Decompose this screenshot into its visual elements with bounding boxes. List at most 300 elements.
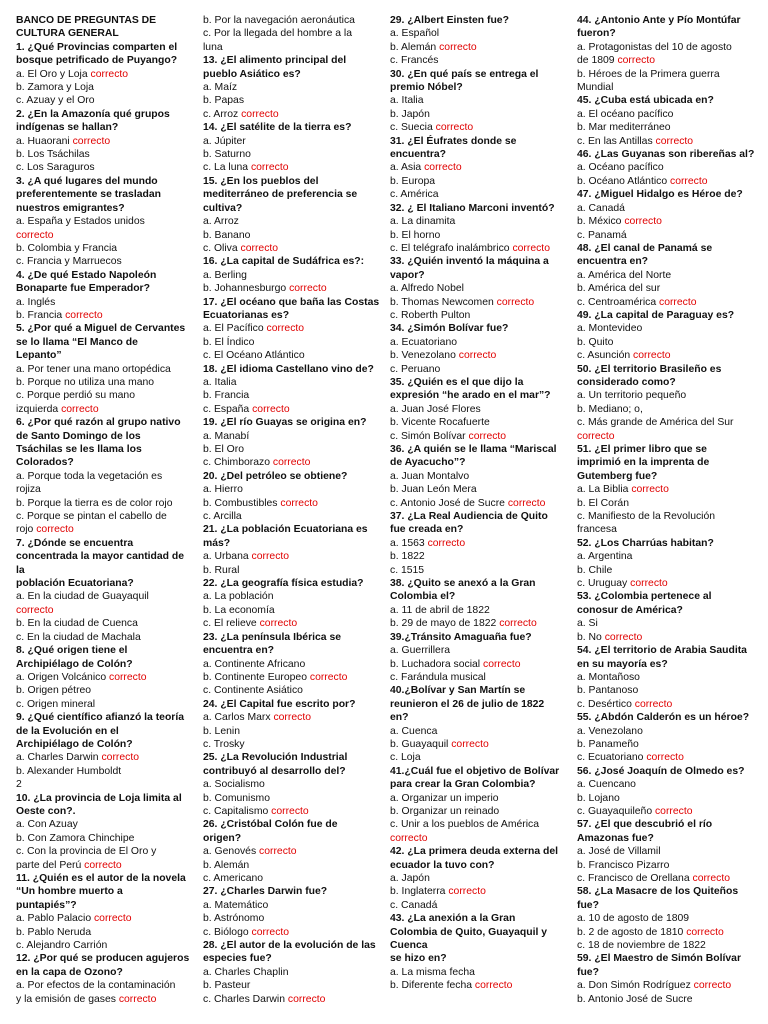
answer-line [577, 135, 759, 148]
question-line [16, 322, 198, 335]
answer-line [203, 778, 385, 791]
question-line [577, 966, 759, 979]
correct-marker: correcto [483, 658, 521, 670]
line-text: c. Arcilla [203, 511, 242, 523]
line-text: 5. ¿Por qué a Miguel de Cervantes [16, 323, 186, 335]
answer-line [16, 81, 198, 94]
correct-marker: correcto [631, 484, 669, 496]
line-text: b. Con Zamora Chinchipe [16, 832, 135, 844]
line-text: c. Porque se pintan el cabello de [16, 511, 167, 523]
line-text: a. En la ciudad de Guayaquil [16, 591, 149, 603]
answer-line [203, 899, 385, 912]
line-text: 18. ¿El idioma Castellano vino de? [203, 363, 374, 375]
line-text: 11. ¿Quién es el autor de la novela [16, 873, 186, 884]
line-text: b. Alexander Humboldt [16, 765, 122, 777]
answer-line [390, 470, 572, 483]
answer-line [16, 94, 198, 107]
line-text: a. José de Villamil [577, 846, 661, 858]
line-text: b. Banano [203, 229, 251, 241]
answer-line [577, 698, 759, 711]
line-text: b. El Corán [577, 497, 629, 509]
question-line [16, 577, 198, 590]
line-text: fue? [577, 899, 599, 911]
question-line [390, 711, 572, 724]
correct-marker: correcto [630, 578, 668, 590]
question-line [390, 845, 572, 858]
line-text: de Santo Domingo de los [16, 430, 141, 442]
line-text: premio Nóbel? [390, 82, 463, 94]
line-text: 59. ¿El Maestro de Simón Bolívar [577, 953, 741, 965]
question-line [577, 94, 759, 107]
line-text: 3. ¿A qué lugares del mundo [16, 175, 158, 187]
line-text: BANCO DE PREGUNTAS DE [16, 15, 157, 26]
correct-marker: correcto [654, 805, 693, 817]
question-line [577, 658, 759, 671]
question-line [16, 725, 198, 738]
answer-line [16, 684, 198, 697]
correct-marker: correcto [439, 41, 477, 53]
question-line [203, 121, 385, 134]
line-text: cultiva? [203, 202, 243, 214]
correct-marker: correcto [604, 631, 643, 643]
line-text: c. Arroz [203, 108, 242, 120]
line-text: conosur de América? [577, 604, 683, 616]
line-text: b. Japón [390, 108, 430, 120]
line-text: c. Francia y Marruecos [16, 256, 122, 268]
line-text: Archipiélago de Colón? [16, 738, 133, 750]
line-text: c. Trosky [203, 738, 245, 750]
correct-marker: correcto [448, 886, 486, 898]
correct-marker: correcto [109, 671, 147, 683]
line-text: 36. ¿A quién se le llama “Mariscal [390, 444, 557, 455]
line-text: a. Guerrillera [390, 645, 451, 657]
question-line [203, 188, 385, 201]
line-text: a. Cuenca [390, 725, 438, 737]
correct-marker: correcto [686, 926, 724, 938]
line-text: encuentra? [390, 149, 447, 161]
answer-line [203, 872, 385, 885]
question-line [16, 952, 198, 965]
line-text: c. En las Antillas [577, 135, 656, 147]
line-text: c. Ecuatoriano [577, 752, 647, 764]
answer-line [203, 590, 385, 603]
answer-line [390, 738, 572, 751]
line-text: francesa [577, 524, 617, 536]
line-text: 20. ¿Del petróleo se obtiene? [203, 470, 348, 482]
answer-line [577, 121, 759, 134]
line-text: a. La población [203, 591, 274, 603]
correct-marker: correcto [507, 497, 546, 509]
answer-line [390, 430, 572, 443]
correct-marker: correcto [84, 859, 122, 871]
answer-line [16, 859, 198, 872]
line-text: Colombia el? [390, 591, 456, 603]
question-line [203, 523, 385, 536]
line-text: 35. ¿Quién es el que dijo la [390, 376, 524, 388]
line-text: a. Argentina [577, 551, 633, 563]
answer-line [390, 564, 572, 577]
text-column-3 [390, 14, 577, 1024]
line-text: a. Berling [203, 269, 247, 281]
correct-marker: correcto [474, 980, 513, 992]
line-text: 45. ¿Cuba está ubicada en? [577, 95, 714, 107]
line-text: b. Lojano [577, 792, 620, 804]
line-text: c. Suecia [390, 122, 436, 134]
question-line [577, 14, 759, 27]
answer-line [390, 671, 572, 684]
answer-line [390, 751, 572, 764]
question-line [577, 309, 759, 322]
question-line [577, 590, 759, 603]
line-text: 27. ¿Charles Darwin fue? [203, 886, 328, 898]
line-text: 19. ¿El río Guayas se origina en? [203, 417, 367, 429]
question-line [390, 456, 572, 469]
line-text: 1. ¿Qué Provincias comparten el [16, 41, 178, 53]
question-line [577, 363, 759, 376]
answer-line [577, 483, 759, 496]
answer-line [577, 859, 759, 872]
answer-line [203, 617, 385, 630]
question-line [577, 27, 759, 40]
line-text: b. Pantanoso [577, 685, 639, 697]
line-text: b. Saturno [203, 149, 251, 161]
line-text: a. Ecuatoriano [390, 336, 458, 348]
line-text: b. Vicente Rocafuerte [390, 417, 490, 429]
answer-line [203, 926, 385, 939]
correct-marker: correcto [458, 350, 497, 362]
answer-line [577, 296, 759, 309]
line-text: a. Socialismo [203, 779, 265, 791]
answer-line [16, 778, 198, 791]
line-text: b. Guayaquil [390, 738, 452, 750]
answer-line [390, 604, 572, 617]
question-line [203, 363, 385, 376]
answer-line [16, 604, 198, 617]
answer-line [203, 14, 385, 27]
answer-line [390, 899, 572, 912]
line-text: b. Mar mediterráneo [577, 122, 671, 134]
answer-line [203, 497, 385, 510]
line-text: 55. ¿Abdón Calderón es un héroe? [577, 712, 750, 724]
answer-line [577, 738, 759, 751]
line-text: b. Panameño [577, 738, 639, 750]
line-text: b. Organizar un reinado [390, 805, 500, 817]
line-text: 40.¿Bolívar y San Martín se [390, 685, 526, 697]
line-text: a. El Oro y Loja [16, 68, 91, 80]
answer-line [16, 215, 198, 228]
line-text: de 1809 [577, 55, 618, 67]
question-line [577, 456, 759, 469]
question-line [203, 577, 385, 590]
answer-line [203, 403, 385, 416]
line-text: b. El horno [390, 229, 441, 241]
line-text: c. Biólogo [203, 926, 252, 938]
question-line [203, 952, 385, 965]
line-text: b. Porque la tierra es de color rojo [16, 497, 173, 509]
answer-line [203, 336, 385, 349]
line-text: c. Americano [203, 873, 264, 884]
line-text: a. Urbana [203, 551, 252, 563]
question-line [390, 376, 572, 389]
question-line [16, 41, 198, 54]
question-line [390, 14, 572, 27]
answer-line [16, 363, 198, 376]
line-text: 7. ¿Dónde se encuentra [16, 537, 134, 549]
answer-line [390, 363, 572, 376]
question-line [577, 470, 759, 483]
line-text: a. Charles Darwin [16, 752, 102, 764]
question-line [203, 698, 385, 711]
line-text: a. Montevideo [577, 323, 643, 335]
answer-line [203, 389, 385, 402]
line-text: y la emisión de gases [16, 993, 119, 1005]
answer-line [390, 229, 572, 242]
correct-marker: correcto [468, 430, 507, 442]
correct-marker: correcto [287, 993, 326, 1005]
question-line [203, 68, 385, 81]
line-text: a. Si [577, 618, 598, 630]
answer-line [390, 403, 572, 416]
answer-line [203, 845, 385, 858]
answer-line [390, 644, 572, 657]
answer-line [577, 81, 759, 94]
question-line [390, 912, 572, 925]
line-text: encuentra en? [577, 256, 649, 268]
answer-line [577, 939, 759, 952]
line-text: parte del Perú [16, 859, 85, 871]
line-text: 52. ¿Los Charrúas habitan? [577, 537, 714, 549]
answer-line [203, 135, 385, 148]
correct-marker: correcto [435, 122, 474, 134]
line-text: 29. ¿Albert Einsten fue? [390, 15, 509, 26]
answer-line [16, 242, 198, 255]
correct-marker: correcto [634, 698, 673, 710]
answer-line [577, 108, 759, 121]
line-text: b. Zamora y Loja [16, 82, 94, 94]
question-line [16, 349, 198, 362]
answer-line [16, 161, 198, 174]
answer-line [16, 832, 198, 845]
line-text: 51. ¿El primer libro que se [577, 444, 707, 455]
line-text: 13. ¿El alimento principal del [203, 55, 347, 67]
line-text: b. Continente Europeo [203, 671, 310, 683]
line-text: 8. ¿Qué origen tiene el [16, 645, 128, 657]
question-line [390, 269, 572, 282]
question-line [16, 108, 198, 121]
answer-line [577, 510, 759, 523]
line-text: “Un hombre muerto a [16, 886, 123, 898]
answer-line [390, 175, 572, 188]
question-line [390, 778, 572, 791]
line-text: c. Por la llegada del hombre a la [203, 28, 353, 40]
line-text: Cuenca [390, 940, 428, 952]
answer-line [16, 229, 198, 242]
line-text: c. Azuay y el Oro [16, 95, 95, 107]
answer-line [577, 68, 759, 81]
question-line [16, 175, 198, 188]
answer-line [203, 859, 385, 872]
answer-line [16, 497, 198, 510]
line-text: a. Océano pacífico [577, 162, 664, 174]
answer-line [16, 296, 198, 309]
line-text: reunieron el 26 de julio de 1822 [390, 698, 545, 710]
line-text: b. Papas [203, 95, 245, 107]
question-line [203, 885, 385, 898]
line-text: 14. ¿El satélite de la tierra es? [203, 122, 352, 134]
answer-line [203, 725, 385, 738]
answer-line [577, 564, 759, 577]
answer-line [577, 671, 759, 684]
answer-line [203, 510, 385, 523]
question-line [577, 255, 759, 268]
answer-line [16, 698, 198, 711]
line-text: b. Los Tsáchilas [16, 149, 90, 161]
line-text: c. Alejandro Carrión [16, 940, 108, 952]
answer-line [390, 349, 572, 362]
line-text: 26. ¿Cristóbal Colón fue de [203, 819, 338, 831]
line-text: 33. ¿Quién inventó la máquina a [390, 256, 549, 268]
question-line [390, 322, 572, 335]
answer-line [577, 792, 759, 805]
line-text: c. Roberth Pulton [390, 309, 471, 321]
question-line [577, 376, 759, 389]
line-text: 57. ¿El que descubrió el río [577, 819, 713, 831]
correct-marker: correcto [272, 457, 311, 469]
line-text: c. Loja [390, 752, 421, 764]
line-text: en su mayoría es? [577, 658, 668, 670]
line-text: a. Inglés [16, 296, 56, 308]
line-text: de Ayacucho”? [390, 457, 466, 469]
answer-line [203, 322, 385, 335]
answer-line [203, 94, 385, 107]
correct-marker: correcto [646, 752, 684, 764]
line-text: a. Alfredo Nobel [390, 283, 464, 295]
line-text: 4. ¿De qué Estado Napoleón [16, 269, 157, 281]
correct-marker: correcto [266, 323, 305, 335]
line-text: a. América del Norte [577, 269, 672, 281]
answer-line [577, 631, 759, 644]
answer-line [577, 403, 759, 416]
line-text: 24. ¿El Capital fue escrito por? [203, 698, 356, 710]
line-text: fue? [577, 966, 599, 978]
line-text: a. Canadá [577, 202, 625, 214]
line-text: a. Un territorio pequeño [577, 390, 687, 402]
line-text: b. Europa [390, 175, 436, 187]
question-line [577, 537, 759, 550]
question-line [390, 523, 572, 536]
line-text: 37. ¿La Real Audiencia de Quito [390, 511, 548, 523]
line-text: b. Luchadora social [390, 658, 483, 670]
question-line [16, 792, 198, 805]
line-text: c. Chimborazo [203, 457, 273, 469]
line-text: c. Más grande de América del Sur [577, 417, 734, 429]
text-column-4 [577, 14, 764, 1024]
line-text: 28. ¿El autor de la evolución de las [203, 940, 376, 952]
answer-line [203, 483, 385, 496]
line-text: especies fue? [203, 953, 272, 965]
answer-line [390, 242, 572, 255]
answer-line [390, 658, 572, 671]
correct-marker: correcto [289, 283, 327, 295]
line-text: a. Organizar un imperio [390, 792, 499, 804]
line-text: considerado como? [577, 376, 676, 388]
line-text: b. Pasteur [203, 980, 251, 992]
question-line [16, 54, 198, 67]
line-text: c. Oliva [203, 242, 241, 254]
correct-marker: correcto [16, 229, 54, 241]
line-text: rojiza [16, 484, 41, 496]
line-text: c. Desértico [577, 698, 635, 710]
line-text: 17. ¿El océano que baña las Costas [203, 296, 380, 308]
correct-marker: correcto [252, 403, 290, 415]
answer-line [577, 389, 759, 402]
line-text: c. Origen mineral [16, 698, 96, 710]
answer-line [203, 912, 385, 925]
question-line [577, 899, 759, 912]
answer-line [203, 349, 385, 362]
question-line [16, 658, 198, 671]
line-text: b. No [577, 631, 605, 643]
answer-line [577, 523, 759, 536]
line-text: b. El Oro [203, 444, 244, 455]
question-line [390, 939, 572, 952]
correct-marker: correcto [241, 108, 279, 120]
line-text: a. 1563 [390, 537, 428, 549]
answer-line [203, 550, 385, 563]
answer-line [16, 590, 198, 603]
line-text: c. Uruguay [577, 578, 631, 590]
correct-marker: correcto [259, 618, 298, 630]
question-line [203, 296, 385, 309]
line-text: a. El Pacífico [203, 323, 267, 335]
line-text: b. En la ciudad de Cuenca [16, 618, 138, 630]
answer-line [203, 966, 385, 979]
correct-marker: correcto [36, 524, 74, 536]
answer-line [577, 322, 759, 335]
answer-line [203, 671, 385, 684]
answer-line [390, 725, 572, 738]
line-text: Lepanto” [16, 350, 62, 362]
line-text: b. Inglaterra [390, 886, 449, 898]
line-text: a. Juan José Flores [390, 403, 481, 415]
line-text: b. Héroes de la Primera guerra [577, 68, 720, 80]
question-line [577, 188, 759, 201]
answer-line [16, 671, 198, 684]
answer-line [390, 885, 572, 898]
answer-line [577, 416, 759, 429]
line-text: rojo [16, 524, 37, 536]
answer-line [203, 564, 385, 577]
line-text: 47. ¿Miguel Hidalgo es Héroe de? [577, 189, 743, 201]
line-text: 39.¿Tránsito Amaguaña fue? [390, 631, 532, 643]
question-line [390, 684, 572, 697]
answer-line [390, 336, 572, 349]
line-text: c. El telégrafo inalámbrico [390, 242, 513, 254]
answer-line [577, 979, 759, 992]
answer-line [203, 41, 385, 54]
line-text: b. Por la navegación aeronáutica [203, 15, 355, 26]
answer-line [577, 751, 759, 764]
question-line [16, 711, 198, 724]
answer-line [390, 121, 572, 134]
line-text: 58. ¿La Masacre de los Quiteños [577, 886, 739, 898]
correct-marker: correcto [624, 216, 662, 228]
line-text: a. Por efectos de la contaminación [16, 980, 176, 992]
correct-marker: correcto [271, 805, 309, 817]
question-line [16, 537, 198, 550]
line-text: c. Francés [390, 55, 439, 67]
answer-line [203, 215, 385, 228]
